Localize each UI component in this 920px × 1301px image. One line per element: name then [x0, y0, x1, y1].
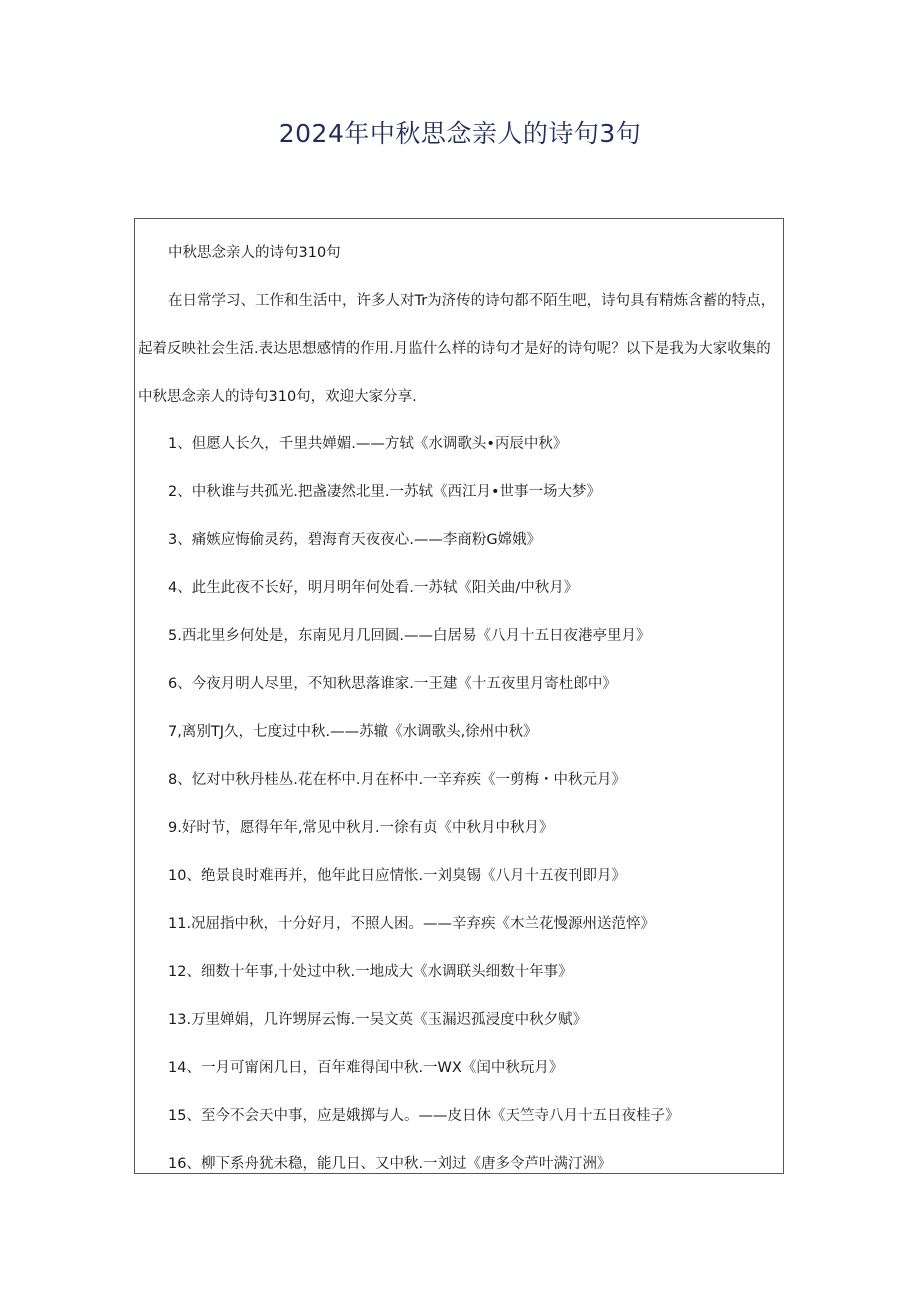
verse-item: 13.万里婵娟，几许甥屏云悔.一吴文英《玉漏迟孤浸度中秋夕赋》 — [168, 1012, 588, 1028]
verse-item: 4、此生此夜不长好，明月明年何处看.一苏轼《阳关曲/中秋月》 — [168, 580, 579, 596]
intro-line-3: 中秋思念亲人的诗句310句，欢迎大家分享. — [138, 389, 417, 405]
verse-item: 3、痛嫉应悔偷灵药，碧海育天夜夜心.——李商粉G嫦娥》 — [168, 532, 542, 548]
verse-item: 10、绝景良时难再并，他年此日应情怅.一刘臭锡《八月十五夜刊即月》 — [168, 868, 627, 884]
verse-item: 12、细数十年事,十处过中秋.一地成大《水调联头细数十年事》 — [168, 964, 573, 980]
verse-item: 7,离别TJ久，七度过中秋.——苏辙《水调歌头,徐州中秋》 — [168, 724, 538, 740]
verse-item: 14、一月可甯闲几日，百年难得闰中秋.一WX《闰中秋玩月》 — [168, 1060, 564, 1076]
document-title: 2024年中秋思念亲人的诗句3句 — [278, 119, 642, 148]
verse-item: 5.西北里乡何处是，东南见月几回圆.——白居易《八月十五日夜港亭里月》 — [168, 628, 651, 644]
verse-item: 1、但愿人长久，千里共婵媚.——方轼《水调歌头•丙辰中秋》 — [168, 436, 568, 452]
verse-item: 9.好时节，愿得年年,常见中秋月.一徐有贞《中秋月中秋月》 — [168, 820, 554, 836]
verse-item: 6、今夜月明人尽里，不知秋思落谁家.一王建《十五夜里月寄杜郎中》 — [168, 676, 617, 692]
verse-item: 8、忆对中秋丹桂丛.花在杯中.月在杯中.一辛弃疾《一剪梅・中秋元月》 — [168, 772, 627, 788]
intro-line-1: 在日常学习、工作和生活中，许多人对Tr为济传的诗句都不陌生吧，诗句具有精炼含蓄的特点， — [168, 293, 776, 309]
content-box — [134, 218, 784, 1174]
verse-item: 16、柳下系舟犹未稳，能几日、又中秋.一刘过《唐多令芦叶满汀洲》 — [168, 1156, 612, 1172]
verse-item: 15、至今不会天中事，应是娥掷与人。——皮日休《天竺寺八月十五日夜桂子》 — [168, 1108, 680, 1124]
section-subtitle: 中秋思念亲人的诗句310句 — [168, 245, 341, 261]
verse-item: 2、中秋谁与共孤光.把盏凄然北里.一苏轼《西江月•世事一场大梦》 — [168, 484, 601, 500]
verse-item: 11.况屈指中秋，十分好月，不照人困。——辛弃疾《木兰花慢源州送范悴》 — [168, 916, 656, 932]
intro-line-2: 起着反映社会生活.表达思想感情的作用.月监什么样的诗句才是好的诗句呢？以下是我为大家收集的 — [138, 341, 771, 357]
